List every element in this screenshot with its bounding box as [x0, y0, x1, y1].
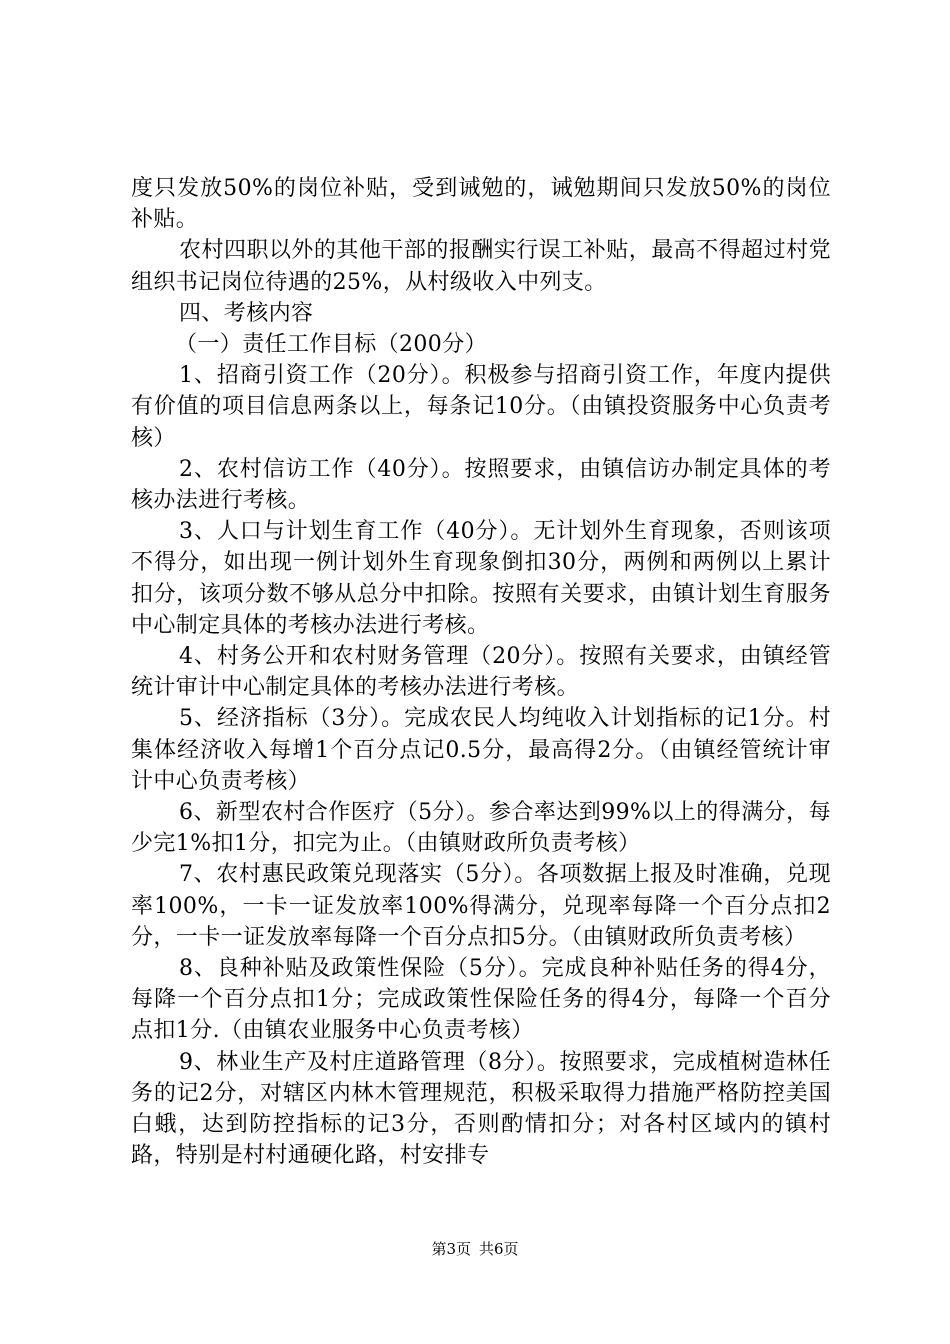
paragraph-2: 农村四职以外的其他干部的报酬实行误工补贴，最高不得超过村党组织书记岗位待遇的25%，从村级收入中列支。 — [131, 238, 831, 295]
item-3-family-planning: 3、人口与计划生育工作（40分）。无计划外生育现象，否则该项不得分，如出现一例计划外生育现象倒扣30分，两例和两例以上累计扣分，该项分数不够从总分中扣除。按照有关要求，由镇计划生育服务中心制定具体的考核办法进行考核。 — [131, 519, 831, 638]
item-5-economic: 5、经济指标（3分）。完成农民人均纯收入计划指标的记1分。村集体经济收入每增1个百分点记0.5分，最高得2分。（由镇经管统计审计中心负责考核） — [131, 706, 831, 794]
item-6-medical: 6、新型农村合作医疗（5分）。参合率达到99%以上的得满分，每少完1%扣1分，扣完为止。（由镇财政所负责考核） — [131, 800, 831, 857]
subsection-heading-goals: （一）责任工作目标（200分） — [175, 332, 487, 358]
item-7-policy: 7、农村惠民政策兑现落实（5分）。各项数据上报及时准确，兑现率100%，一卡一证发放率100%得满分，兑现率每降一个百分点扣2分，一卡一证发放率每降一个百分点扣5分。（由镇财政所负责考核） — [131, 862, 831, 950]
item-8-subsidy: 8、良种补贴及政策性保险（5分）。完成良种补贴任务的得4分，每降一个百分点扣1分；完成政策性保险任务的得4分，每降一个百分点扣1分.（由镇农业服务中心负责考核） — [131, 956, 831, 1044]
document-body — [131, 173, 831, 1172]
page-number: 第3页 — [431, 1240, 471, 1258]
item-1-investment: 1、招商引资工作（20分）。积极参与招商引资工作，年度内提供有价值的项目信息两条以上，每条记10分。（由镇投资服务中心负责考核） — [131, 363, 831, 451]
item-4-village-affairs: 4、村务公开和农村财务管理（20分）。按照有关要求，由镇经管统计审计中心制定具体的考核办法进行考核。 — [131, 644, 831, 701]
section-heading-assessment: 四、考核内容 — [179, 300, 314, 326]
paragraph-1: 度只发放50%的岗位补贴，受到诫勉的，诫勉期间只发放50%的岗位补贴。 — [131, 176, 831, 233]
page-footer — [0, 1239, 950, 1259]
item-2-petition: 2、农村信访工作（40分）。按照要求，由镇信访办制定具体的考核办法进行考核。 — [131, 456, 831, 514]
item-9-forestry: 9、林业生产及村庄道路管理（8分）。按照要求，完成植树造林任务的记2分，对辖区内林木管理规范，积极采取得力措施严格防控美国白蛾，达到防控指标的记3分，否则酌情扣分；对各村区域内的镇村路，特别是村村通硬化路，村安排专 — [131, 1049, 831, 1169]
page-total: 共6页 — [479, 1240, 519, 1258]
